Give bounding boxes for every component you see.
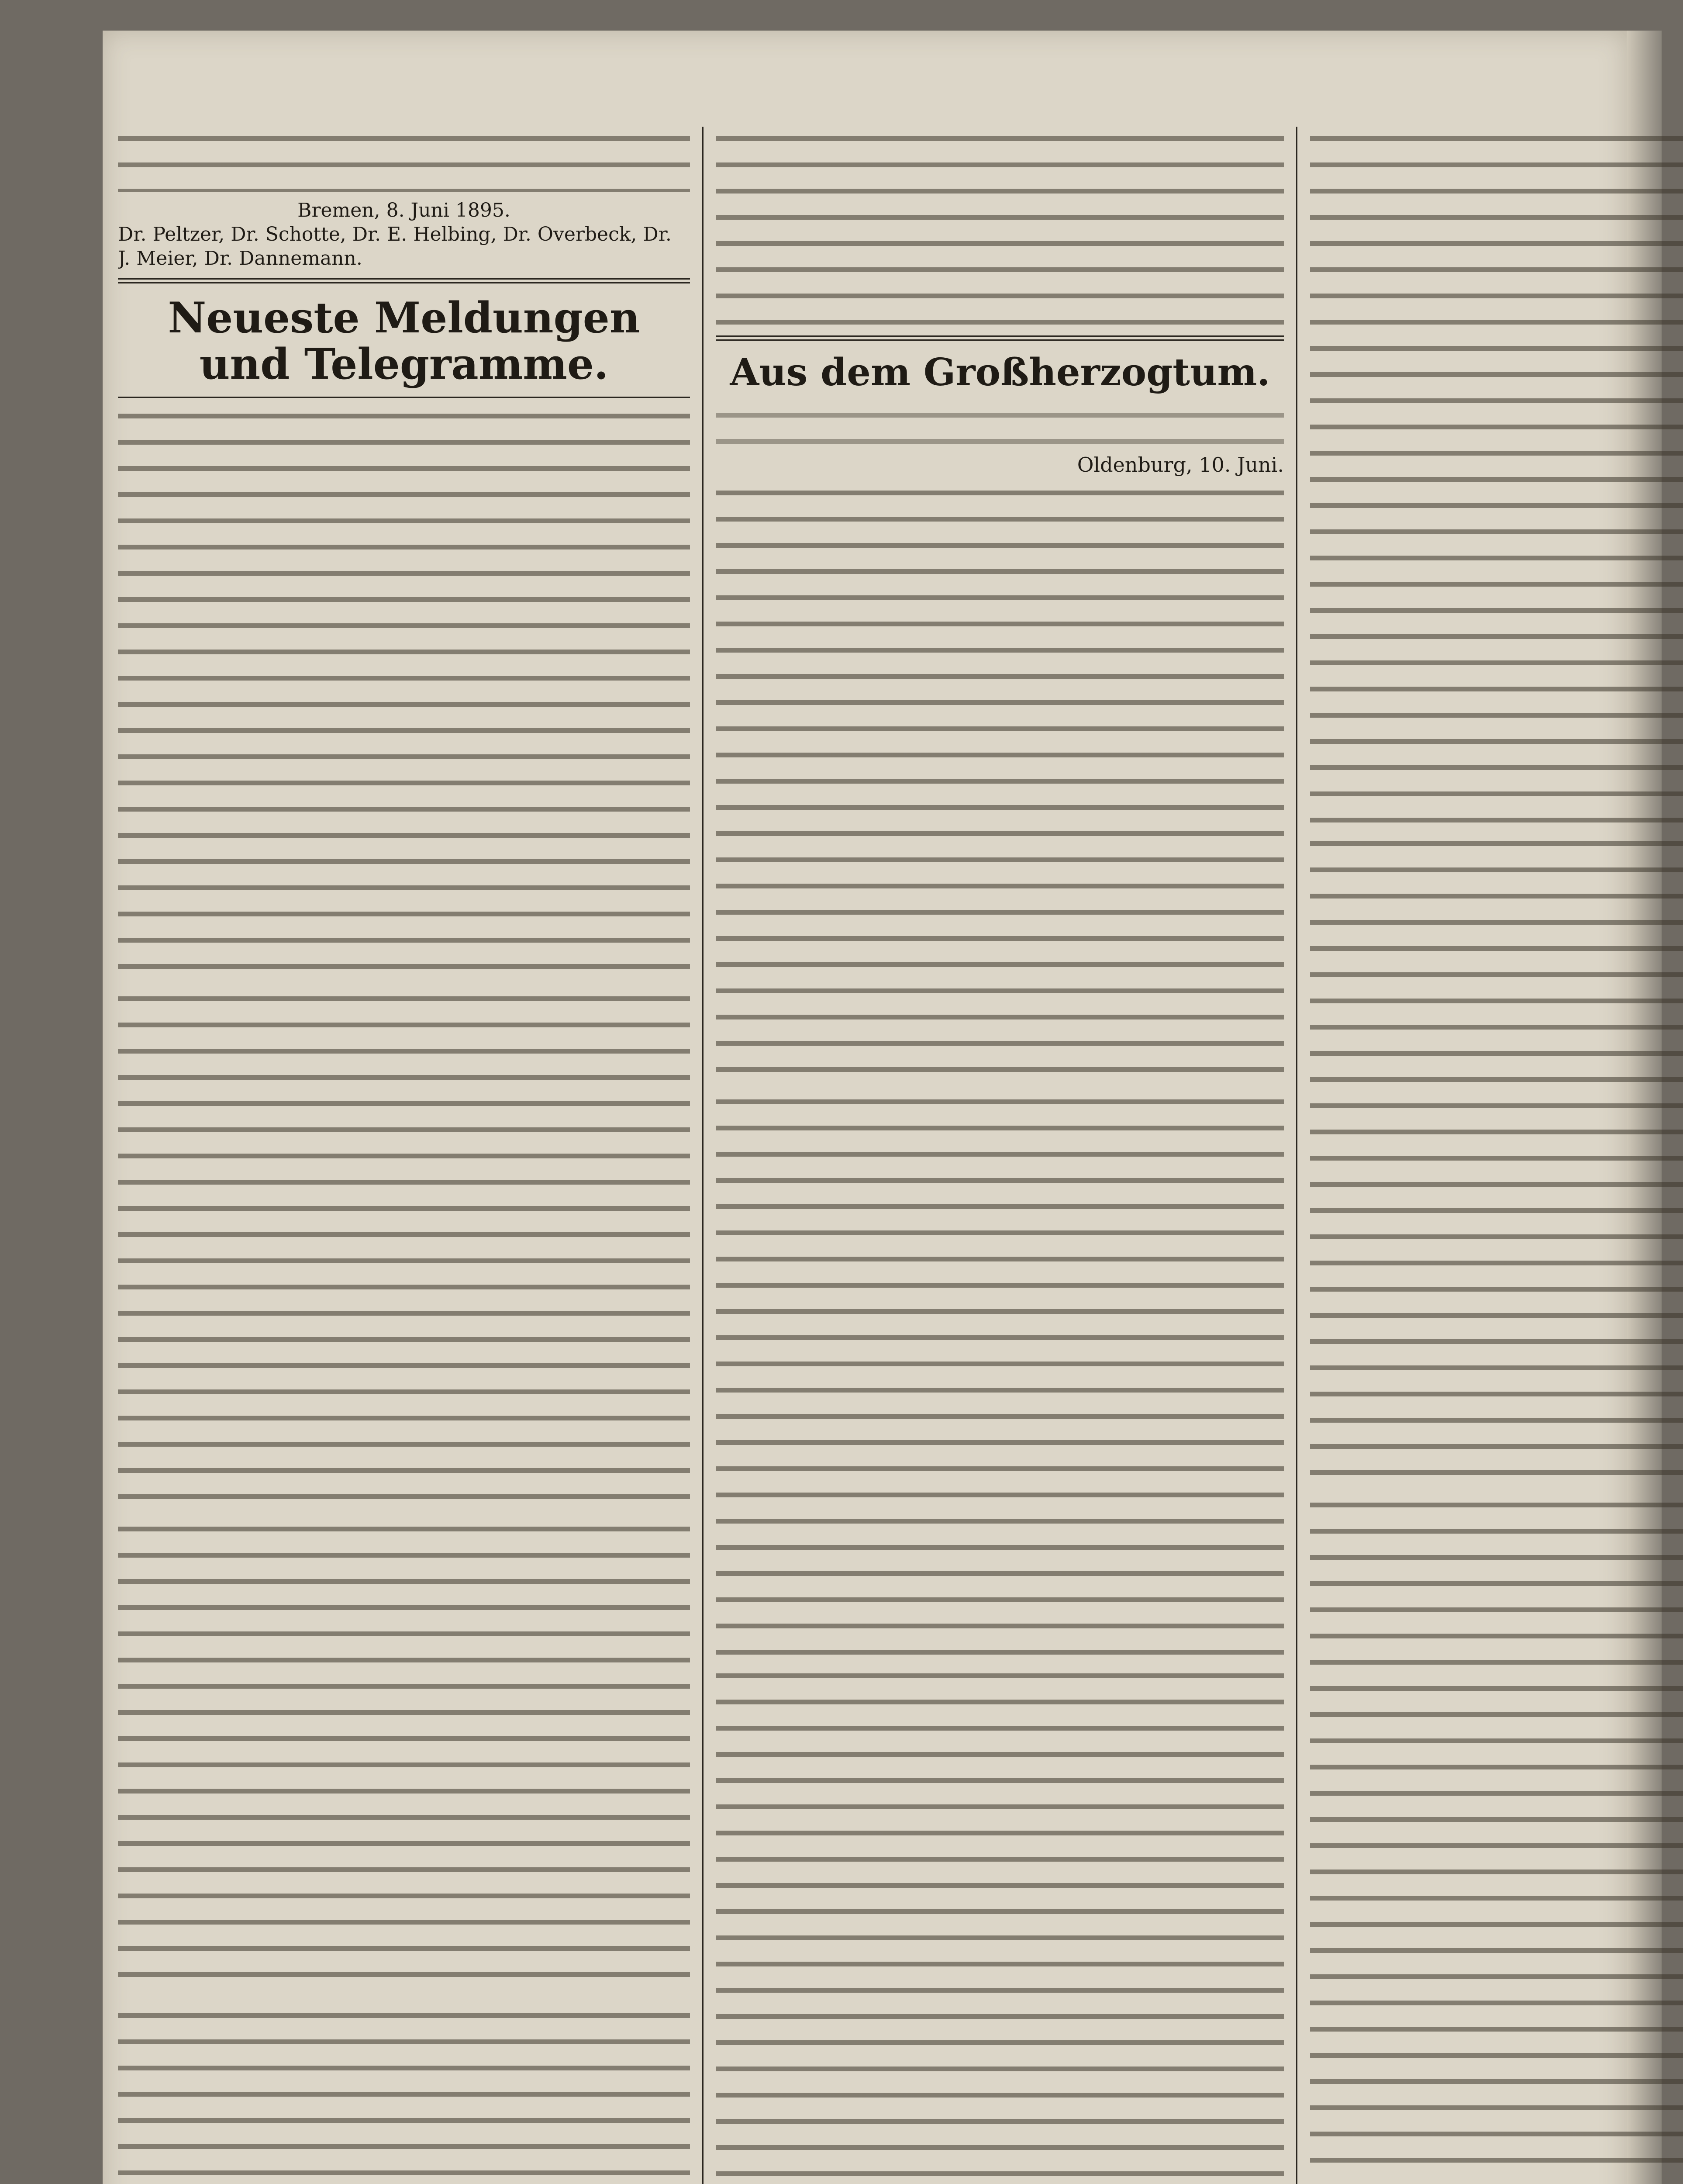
text-block [118,404,690,981]
section-heading: Neueste Meldungen und Telegramme. [168,293,640,389]
text-block [716,127,1284,328]
text-block [1310,127,1683,826]
column-3 [1310,127,1683,2184]
column-rule [1296,127,1297,2184]
dateline: Oldenburg, 10. Juni. [1077,453,1284,477]
column-2 [716,127,1284,2184]
text-block [118,2004,690,2184]
text-block [118,987,690,1511]
text-block [118,127,690,192]
rule [118,397,690,398]
double-rule [118,278,690,283]
column-1 [118,127,690,2184]
text-block [1310,1493,1683,2184]
text-block [716,1664,1284,2184]
text-block [716,481,1284,1084]
double-rule [716,335,1284,341]
signatories: Dr. Peltzer, Dr. Schotte, Dr. E. Helbing, Dr. Overbeck, Dr. J. Meier, Dr. Dannemann. [118,223,672,270]
signature-date: Bremen, 8. Juni 1895. [297,199,510,221]
text-block [118,1517,690,1997]
text-block [1310,832,1683,1487]
editorial-note [716,403,1284,447]
text-block [716,1090,1284,1658]
section-heading: Aus dem Großherzogtum. [730,350,1270,394]
column-rule [702,127,704,2184]
